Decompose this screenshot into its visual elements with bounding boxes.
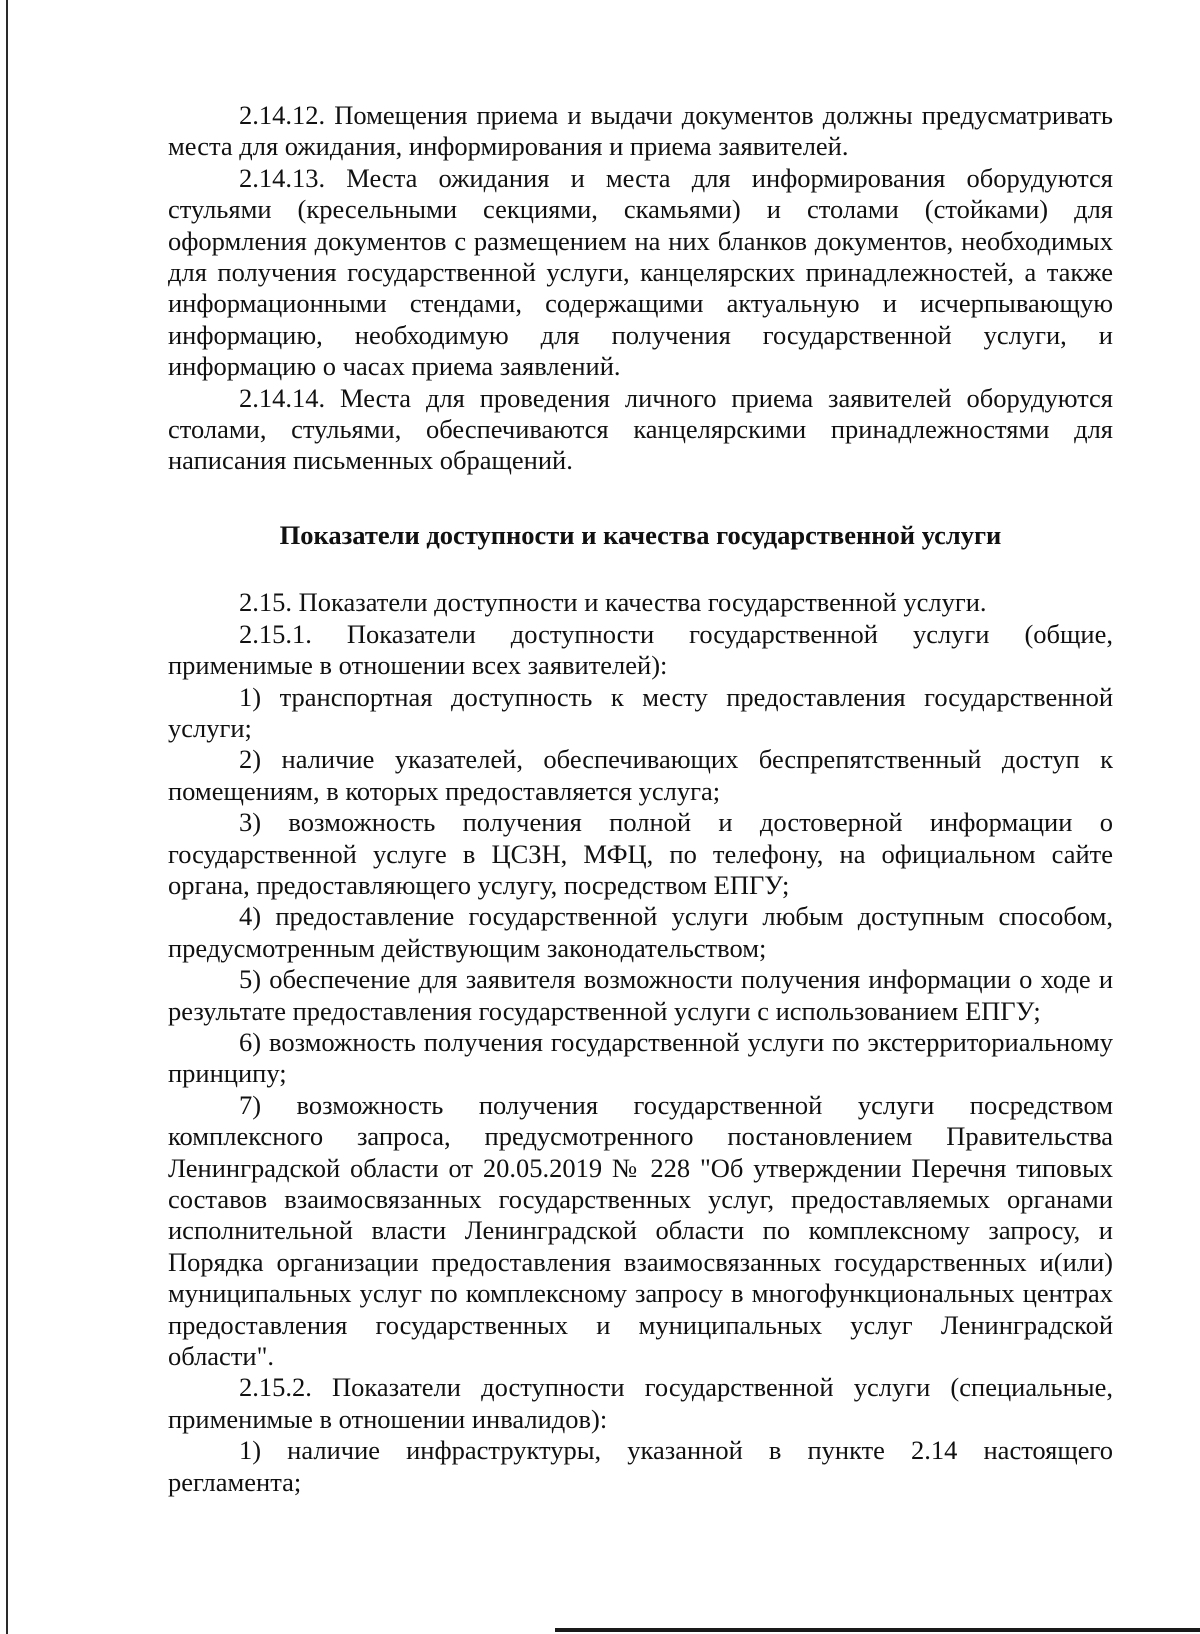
paragraph-2-15: 2.15. Показатели доступности и качества государственной услуги. [239, 587, 987, 618]
list-item-2: 2) наличие указателей, обеспечивающих беспрепятственный доступ к помещениям, в которых предоставляется услуга; [168, 744, 1113, 806]
paragraph-2-15-1: 2.15.1. Показатели доступности государственной услуги (общие, применимые в отношении всех заявителей): [168, 618, 1113, 681]
paragraph-2-14-13: 2.14.13. Места ожидания и места для информирования оборудуются стульями (кресельными секциями, скамьями) и столами (стойками) для оформления документов с размещением на них бланков документов, необходимых для получения государственной услуги, канцелярских принадлежностей, а также информационными стендами, содержащими актуальную и исчерпывающую информацию, необходимую для получения государственной услуги, и информацию о часах приема заявлений. [168, 162, 1113, 382]
section-heading: Показатели доступности и качества государственной услуги [279, 519, 1002, 550]
list-item-6: 6) возможность получения государственной услуги по экстерриториальному принципу; [168, 1026, 1113, 1089]
list-item-3: 3) возможность получения полной и достоверной информации о государственной услуге в ЦСЗН, МФЦ, по телефону, на официальном сайте органа, предоставляющего услугу, посредством ЕПГУ; [168, 807, 1113, 900]
list-item-disabled-1: 1) наличие инфраструктуры, указанной в пункте 2.14 настоящего регламента; [168, 1435, 1113, 1497]
document-page [168, 100, 1113, 1498]
scan-left-edge [6, 0, 8, 1634]
paragraph-2-14-12: 2.14.12. Помещения приема и выдачи документов должны предусматривать места для ожидания, информирования и приема заявителей. [168, 100, 1113, 162]
scan-bottom-edge [555, 1628, 1200, 1632]
list-item-1: 1) транспортная доступность к месту предоставления государственной услуги; [168, 681, 1113, 743]
paragraph-2-15-2: 2.15.2. Показатели доступности государственной услуги (специальные, применимые в отношении инвалидов): [168, 1372, 1113, 1434]
list-item-7: 7) возможность получения государственной услуги посредством комплексного запроса, предусмотренного постановлением Правительства Ленинградской области от 20.05.2019 № 228 "Об утверждении Перечня типовых составов взаимосвязанных государственных услуг, предоставляемых органами исполнительной власти Ленинградской области по комплексному запросу, и Порядка организации предоставления взаимосвязанных государственных и(или) муниципальных услуг по комплексному запросу в многофункциональных центрах предоставления государственных и муниципальных услуг Ленинградской области". [168, 1089, 1113, 1372]
paragraph-2-14-14: 2.14.14. Места для проведения личного приема заявителей оборудуются столами, стульями, обеспечиваются канцелярскими принадлежностями для написания письменных обращений. [168, 382, 1113, 476]
list-item-5: 5) обеспечение для заявителя возможности получения информации о ходе и результате предоставления государственной услуги с использованием ЕПГУ; [168, 964, 1113, 1026]
list-item-4: 4) предоставление государственной услуги любым доступным способом, предусмотренным действующим законодательством; [168, 901, 1113, 963]
